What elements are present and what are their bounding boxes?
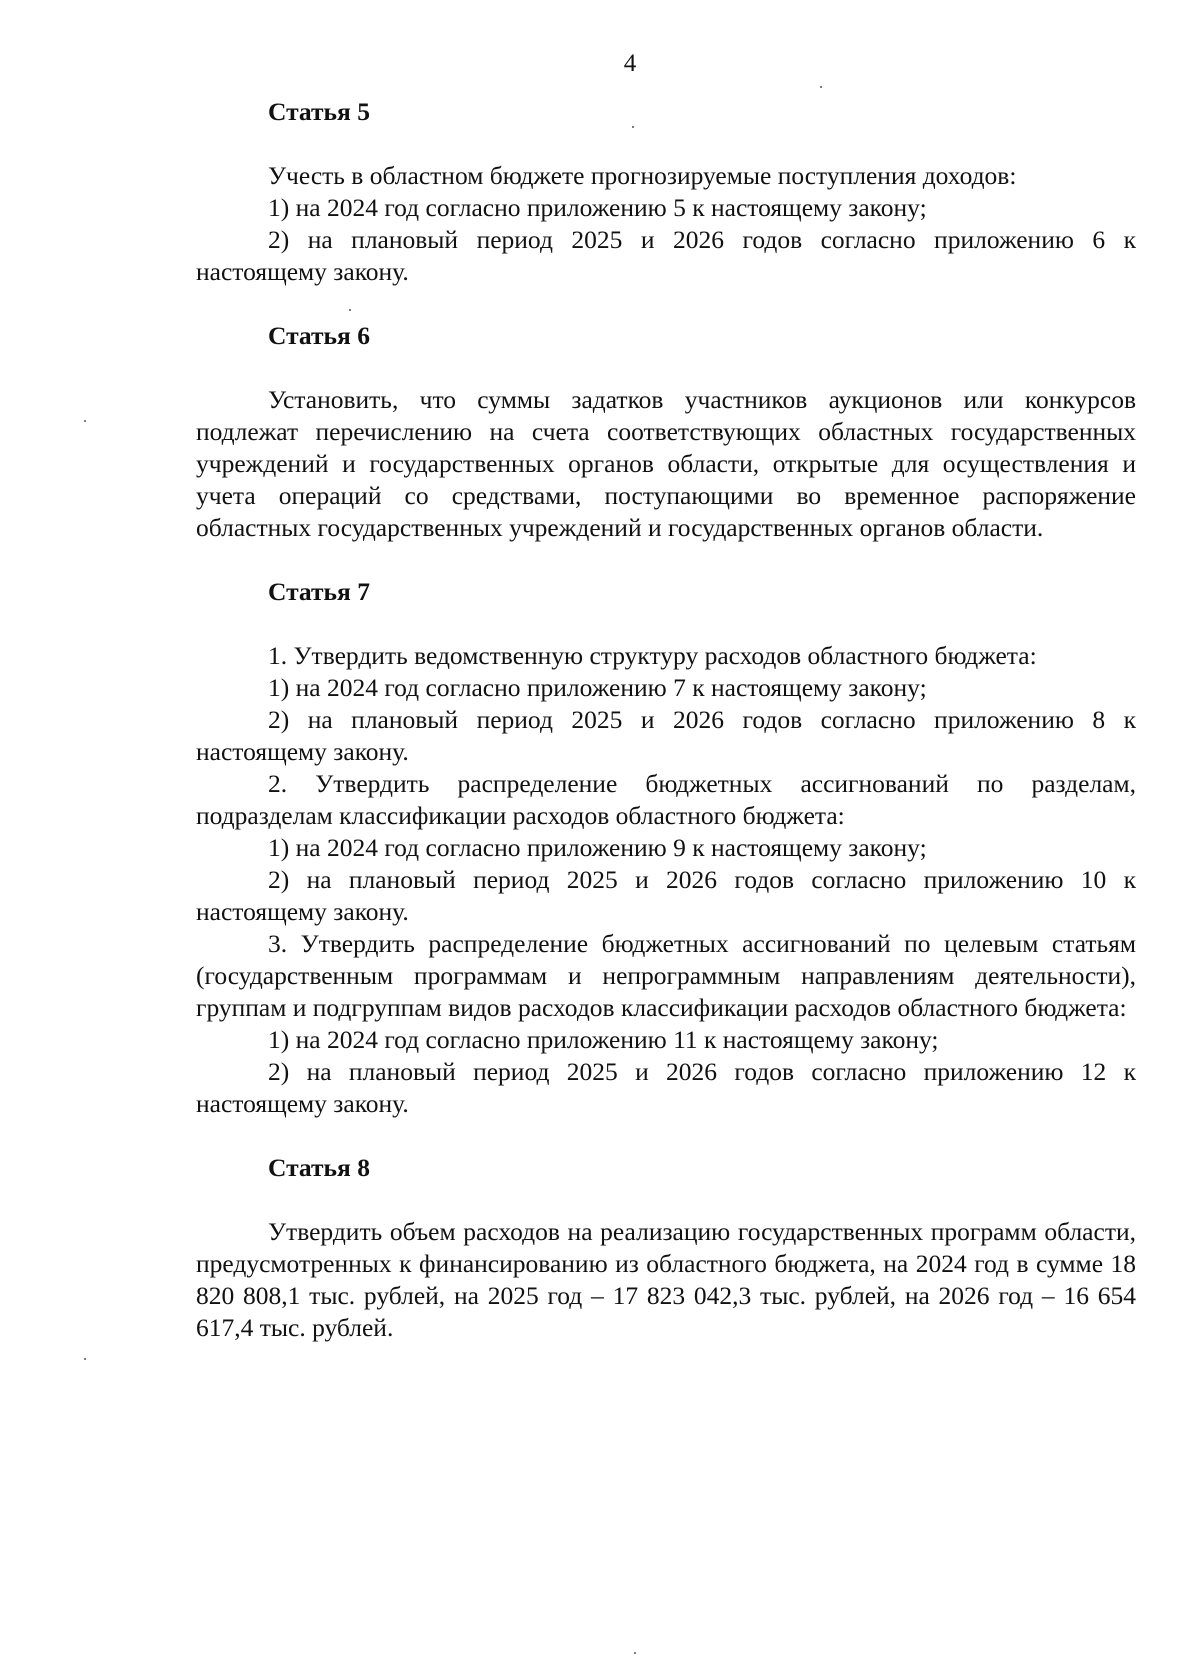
article-8	[196, 1152, 1136, 1344]
article-title: Статья 6	[268, 321, 370, 350]
page-number: 4	[623, 50, 637, 77]
article-paragraph: 2) на плановый период 2025 и 2026 годов согласно приложению 10 к настоящему закону.	[196, 865, 1136, 926]
article-5	[196, 96, 1136, 288]
scan-speck	[820, 86, 822, 88]
article-title: Статья 5	[268, 97, 370, 126]
article-title: Статья 8	[268, 1153, 370, 1182]
article-paragraph: 1) на 2024 год согласно приложению 9 к настоящему закону;	[268, 833, 927, 862]
article-paragraph: 2) на плановый период 2025 и 2026 годов согласно приложению 8 к настоящему закону.	[196, 705, 1136, 766]
article-paragraph: 1) на 2024 год согласно приложению 11 к настоящему закону;	[268, 1025, 939, 1054]
article-paragraph: 2) на плановый период 2025 и 2026 годов согласно приложению 6 к настоящему закону.	[196, 225, 1136, 286]
article-paragraph: 1. Утвердить ведомственную структуру расходов областного бюджета:	[268, 641, 1037, 670]
article-paragraph: 1) на 2024 год согласно приложению 7 к настоящему закону;	[268, 673, 927, 702]
article-paragraph: Установить, что суммы задатков участников аукционов или конкурсов подлежат перечислению на счета соответствующих областных государственных учреждений и государственных органов области, открытые для осуществления и учета операций со средствами, поступающими во временное распоряжение областных государственных учреждений и государственных органов области.	[196, 385, 1136, 542]
article-6	[196, 320, 1136, 544]
scan-speck	[84, 420, 86, 422]
document-body	[196, 96, 1136, 1344]
article-paragraph: 1) на 2024 год согласно приложению 5 к настоящему закону;	[268, 193, 927, 222]
article-7	[196, 576, 1136, 1120]
article-paragraph: 2) на плановый период 2025 и 2026 годов согласно приложению 12 к настоящему закону.	[196, 1057, 1136, 1118]
article-paragraph: 3. Утвердить распределение бюджетных ассигнований по целевым статьям (государственным программам и непрограммным направлениям деятельности), группам и подгруппам видов расходов классификации расходов областного бюджета:	[196, 929, 1136, 1022]
article-title: Статья 7	[268, 577, 370, 606]
scan-speck	[84, 1358, 86, 1360]
article-paragraph: Учесть в областном бюджете прогнозируемые поступления доходов:	[268, 161, 1017, 190]
scan-speck	[634, 1652, 636, 1654]
article-paragraph: Утвердить объем расходов на реализацию государственных программ области, предусмотренных к финансированию из областного бюджета, на 2024 год в сумме 18 820 808,1 тыс. рублей, на 2025 год – 17 823 042,3 тыс. рублей, на 2026 год – 16 654 617,4 тыс. рублей.	[196, 1217, 1136, 1342]
article-paragraph: 2. Утвердить распределение бюджетных ассигнований по разделам, подразделам классификации расходов областного бюджета:	[196, 769, 1136, 830]
